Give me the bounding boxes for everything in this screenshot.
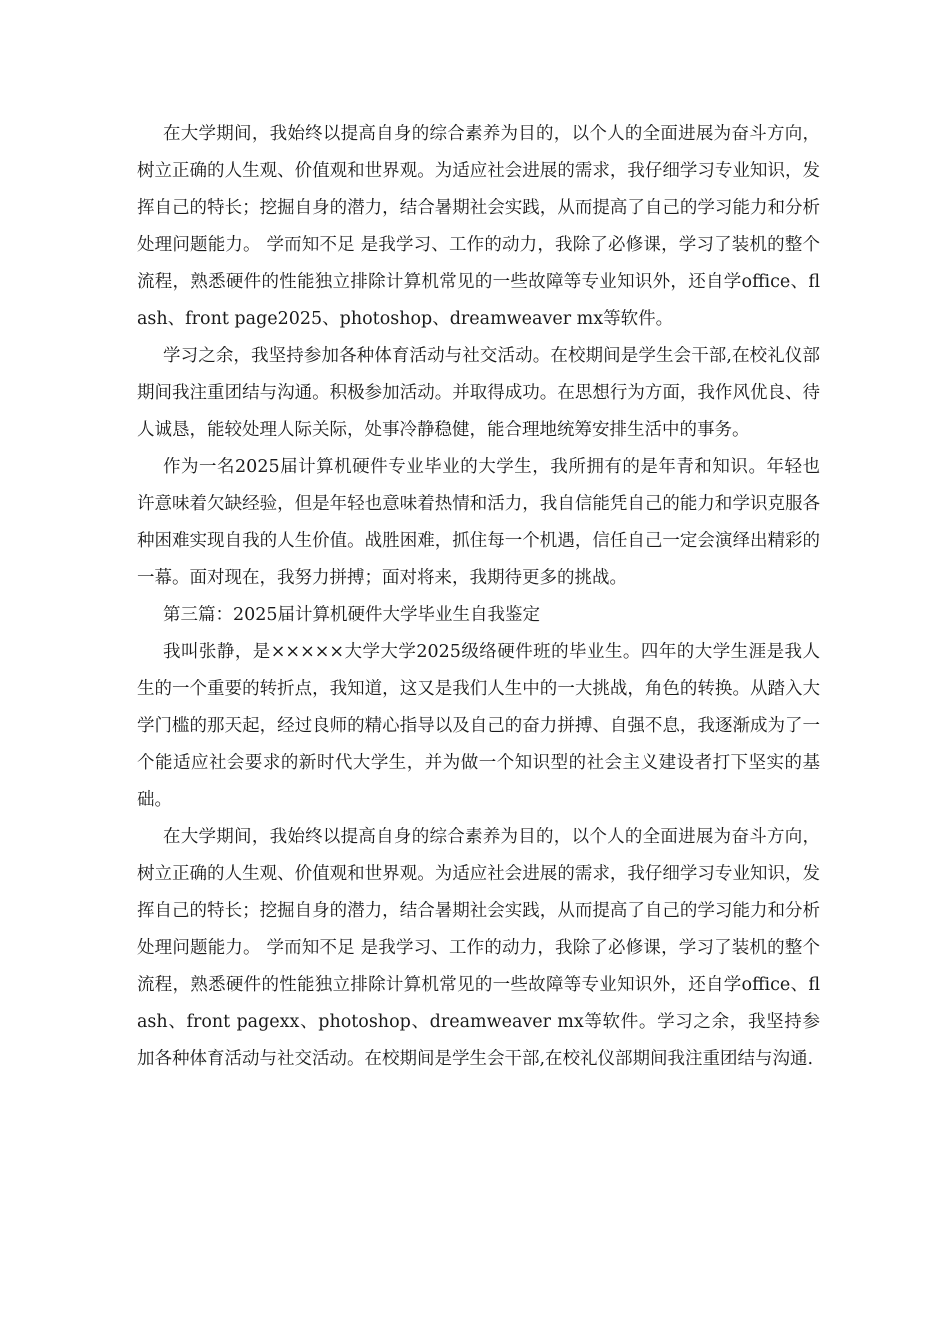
section-heading-part-three: 第三篇：2025届计算机硬件大学毕业生自我鉴定 bbox=[163, 605, 541, 625]
paragraph-college-period-repeat: 在大学期间，我始终以提高自身的综合素养为目的，以个人的全面进展为奋斗方向，树立正确的人生观、价值观和世界观。为适应社会进展的需求，我仔细学习专业知识，发挥自己的特长；挖掘自身的潜力，结合暑期社会实践，从而提高了自己的学习能力和分析处理问题能力。 学而知不足 是我学习、工作的动力，我除了必修课，学习了装机的整个流程，熟悉硬件的性能独立排除计算机常见的一些故障等专业知识外，还自学office、flash、front pagexx、photoshop、dreamweaver mx等软件。学习之余，我坚持参加各种体育活动与社交活动。在校期间是学生会干部,在校礼仪部期间我注重团结与沟通. bbox=[137, 827, 820, 1069]
paragraph-graduate-outlook: 作为一名2025届计算机硬件专业毕业的大学生，我所拥有的是年青和知识。年轻也许意味着欠缺经验，但是年轻也意味着热情和活力，我自信能凭自己的能力和学识克服各种困难实现自我的人生价值。战胜困难，抓住每一个机遇，信任自己一定会演绎出精彩的一幕。面对现在，我努力拼搏；面对将来，我期待更多的挑战。 bbox=[137, 457, 820, 588]
paragraph-self-introduction: 我叫张静，是×××××大学大学2025级络硬件班的毕业生。四年的大学生涯是我人生的一个重要的转折点，我知道，这又是我们人生中的一大挑战，角色的转换。从踏入大学门槛的那天起，经过良师的精心指导以及自己的奋力拼搏、自强不息，我逐渐成为了一个能适应社会要求的新时代大学生，并为做一个知识型的社会主义建设者打下坚实的基础。 bbox=[137, 642, 820, 810]
paragraph-extracurricular: 学习之余，我坚持参加各种体育活动与社交活动。在校期间是学生会干部,在校礼仪部期间我注重团结与沟通。积极参加活动。并取得成功。在思想行为方面，我作风优良、待人诚恳，能较处理人际关际，处事冷静稳健，能合理地统筹安排生活中的事务。 bbox=[137, 346, 820, 440]
document-body bbox=[137, 116, 820, 1078]
paragraph-college-period: 在大学期间，我始终以提高自身的综合素养为目的，以个人的全面进展为奋斗方向，树立正确的人生观、价值观和世界观。为适应社会进展的需求，我仔细学习专业知识，发挥自己的特长；挖掘自身的潜力，结合暑期社会实践，从而提高了自己的学习能力和分析处理问题能力。 学而知不足 是我学习、工作的动力，我除了必修课，学习了装机的整个流程，熟悉硬件的性能独立排除计算机常见的一些故障等专业知识外，还自学office、flash、front page2025、photoshop、dreamweaver mx等软件。 bbox=[137, 124, 820, 329]
